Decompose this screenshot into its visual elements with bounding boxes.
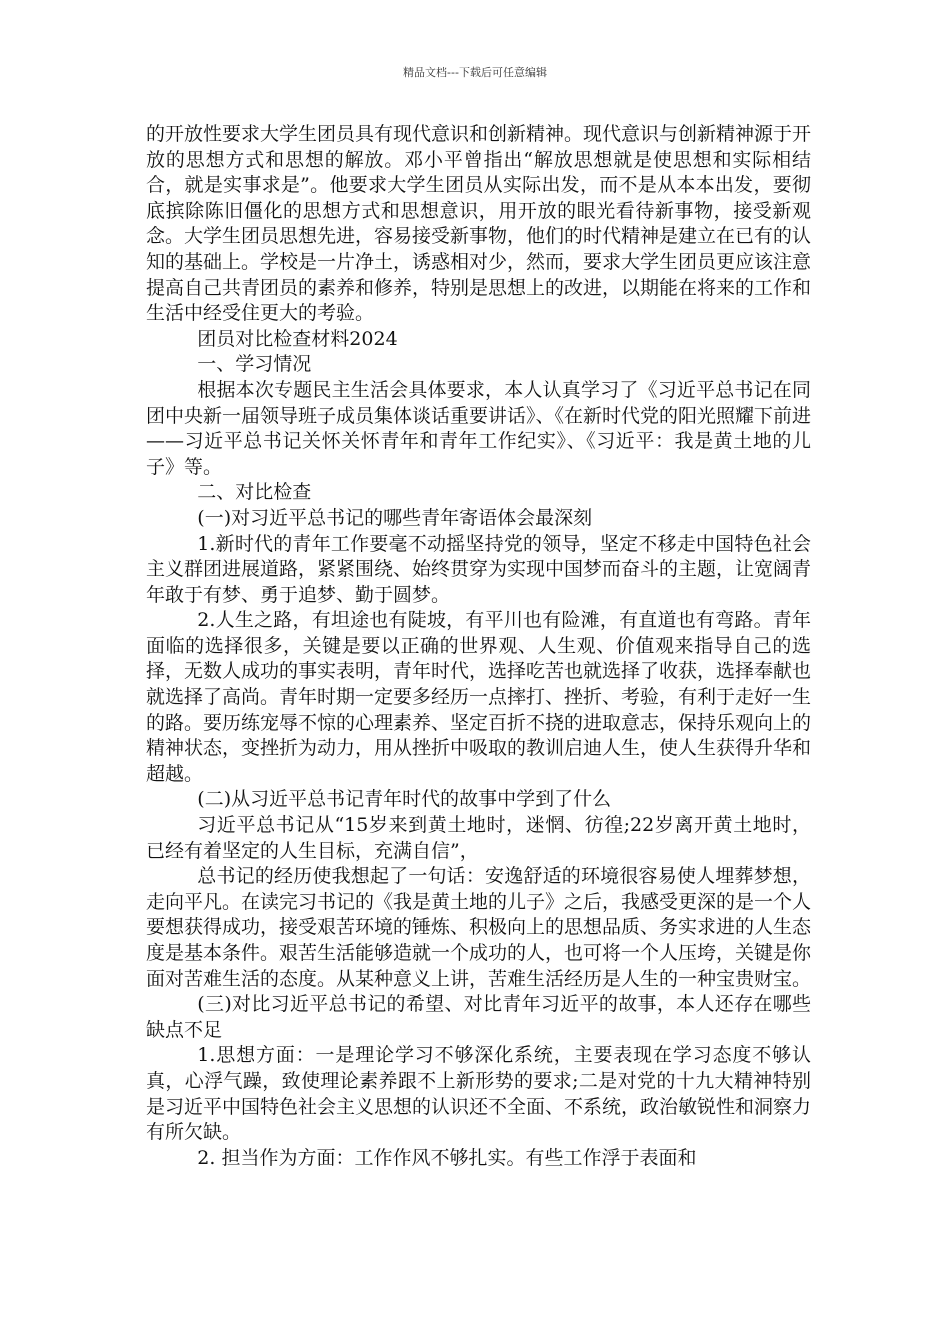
paragraph-shortcoming-responsibility: 2. 担当作为方面：工作作风不够扎实。有些工作浮于表面和 bbox=[197, 1146, 697, 1169]
paragraph-point-1: 1.新时代的青年工作要毫不动摇坚持党的领导，坚定不移走中国特色社会主义群团进展道路，紧紧围绕、始终贯穿为实现中国梦而奋斗的主题，让宽阔青年敢于有梦、勇于追梦、勤于圆梦。 bbox=[146, 532, 812, 606]
paragraph-shortcoming-thought: 1.思想方面：一是理论学习不够深化系统，主要表现在学习态度不够认真，心浮气躁，致使理论素养跟不上新形势的要求;二是对党的十九大精神特别是习近平中国特色社会主义思想的认识还不全面、不系统，政治敏锐性和洞察力有所欠缺。 bbox=[146, 1044, 812, 1144]
paragraph-study: 根据本次专题民主生活会具体要求，本人认真学习了《习近平总书记在同团中央新一届领导班子成员集体谈话重要讲话》、《在新时代党的阳光照耀下前进——习近平总书记关怀关怀青年和青年工作纪实》、《习近平：我是黄土地的儿子》等。 bbox=[146, 378, 812, 478]
document-body bbox=[146, 122, 811, 1171]
paragraph-point-2: 2.人生之路，有坦途也有陡坡，有平川也有险滩，有直道也有弯路。青年面临的选择很多，关键是要以正确的世界观、人生观、价值观来指导自己的选择，无数人成功的事实表明，青年时代，选择吃苦也就选择了收获，选择奉献也就选择了高尚。青年时期一定要多经历一点摔打、挫折、考验，有利于走好一生的路。要历练宠辱不惊的心理素养、坚定百折不挠的进取意志，保持乐观向上的精神状态，变挫折为动力，用从挫折中吸取的教训启迪人生，使人生获得升华和超越。 bbox=[146, 609, 812, 785]
page-header: 精品文档---下载后可任意编辑 bbox=[403, 66, 547, 79]
section-heading-study: 一、学习情况 bbox=[197, 353, 312, 376]
subheading-youth-messages: (一)对习近平总书记的哪些青年寄语体会最深刻 bbox=[197, 506, 593, 529]
paragraph-story-reflection: 总书记的经历使我想起了一句话：安逸舒适的环境很容易使人埋葬梦想，走向平凡。在读完习书记的《我是黄土地的儿子》之后，我感受更深的是一个人要想获得成功，接受艰苦环境的锤炼、积极向上的思想品质、务实求进的人生态度是基本条件。艰苦生活能够造就一个成功的人，也可将一个人压垮，关键是你面对苦难生活的态度。从某种意义上讲，苦难生活经历是人生的一种宝贵财宝。 bbox=[146, 865, 812, 990]
subheading-youth-stories: (二)从习近平总书记青年时代的故事中学到了什么 bbox=[197, 788, 612, 811]
document-title: 团员对比检查材料2024 bbox=[197, 327, 398, 350]
paragraph-continuation: 的开放性要求大学生团员具有现代意识和创新精神。现代意识与创新精神源于开放的思想方式和思想的解放。邓小平曾指出“解放思想就是使思想和实际相结合，就是实事求是”。他要求大学生团员从实际出发，而不是从本本出发，要彻底摈除陈旧僵化的思想方式和思想意识，用开放的眼光看待新事物，接受新观念。大学生团员思想先进，容易接受新事物，他们的时代精神是建立在已有的认知的基础上。学校是一片净土，诱惑相对少，然而，要求大学生团员更应该注意提高自己共青团员的素养和修养，特别是思想上的改进，以期能在将来的工作和生活中经受住更大的考验。 bbox=[146, 123, 812, 325]
subheading-shortcomings: (三)对比习近平总书记的希望、对比青年习近平的故事，本人还存在哪些缺点不足 bbox=[146, 993, 811, 1041]
section-heading-comparison: 二、对比检查 bbox=[197, 481, 312, 504]
paragraph-story-quote: 习近平总书记从“15岁来到黄土地时，迷惘、彷徨;22岁离开黄土地时，已经有着坚定的人生目标，充满自信”， bbox=[146, 814, 811, 862]
